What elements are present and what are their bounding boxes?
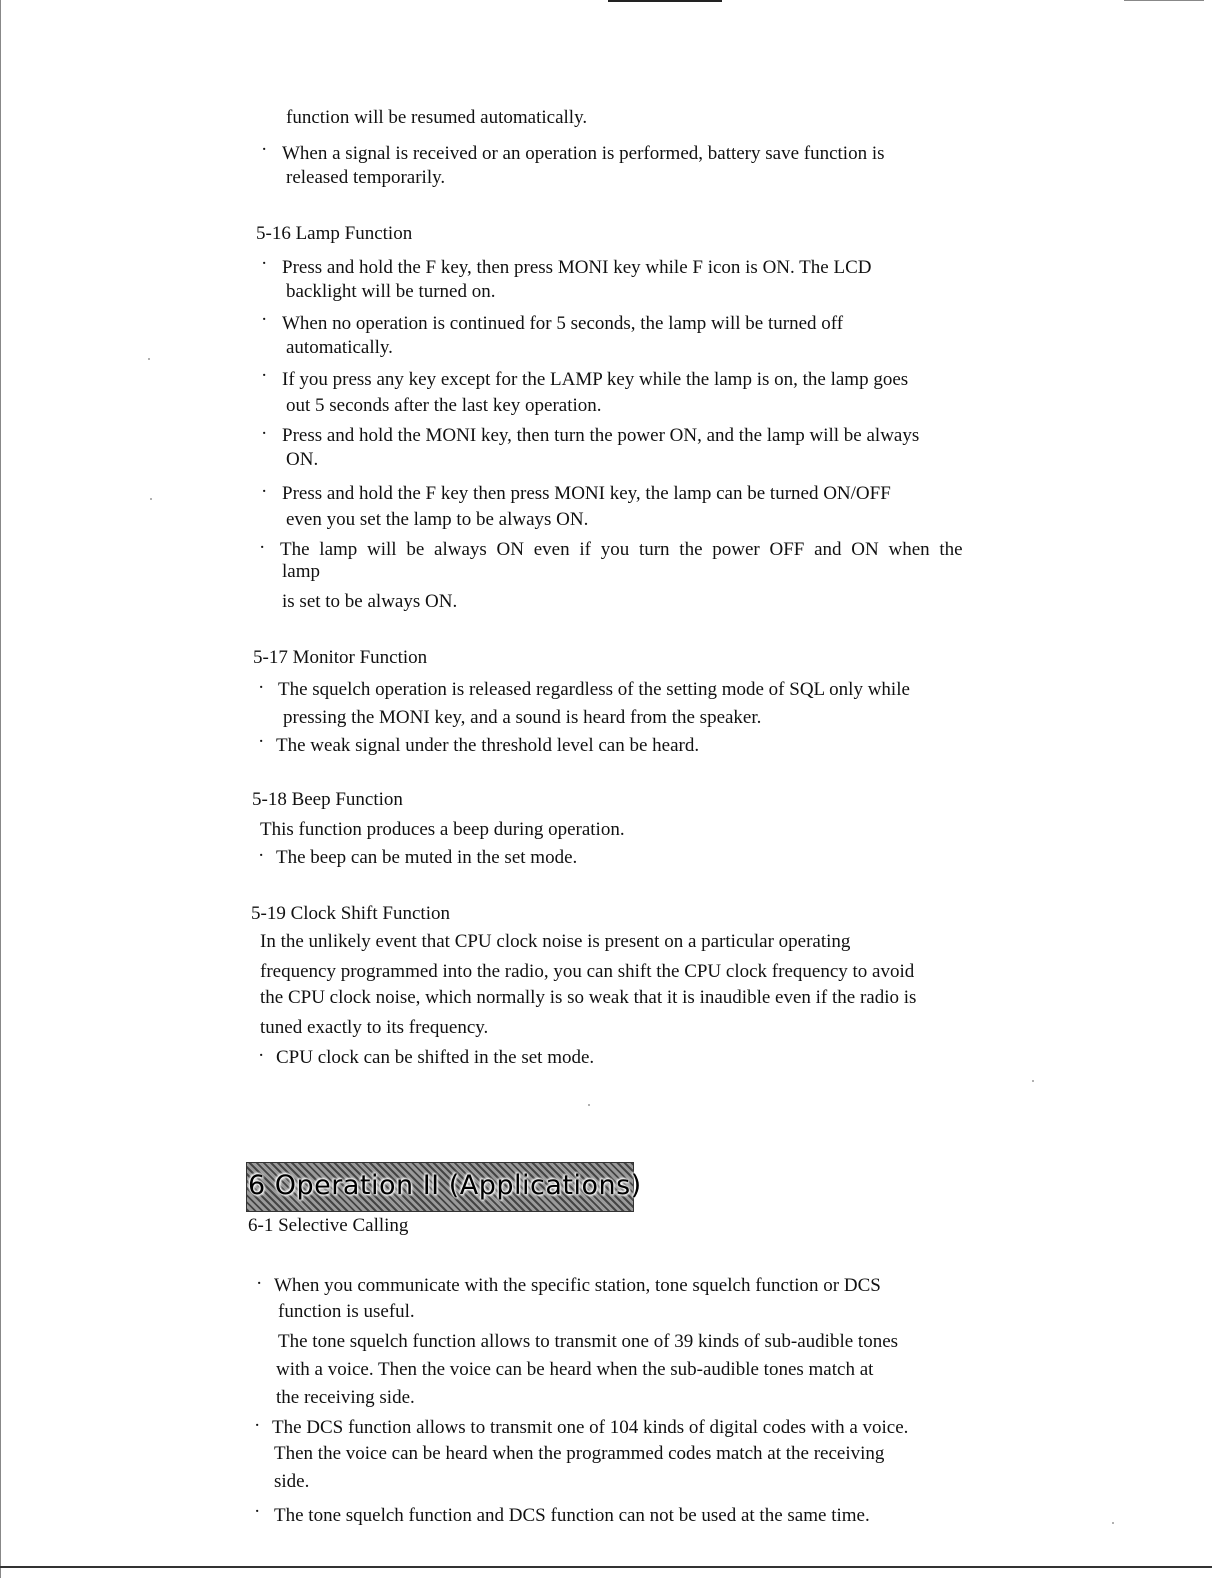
bullet-marker: · [261, 139, 268, 160]
scan-speck [1112, 1522, 1114, 1524]
bullet-marker: · [261, 423, 268, 444]
bullet-text: ON. [286, 449, 319, 470]
bullet-marker: · [261, 365, 268, 386]
top-right-rule [1124, 0, 1204, 1]
bullet-text: side. [274, 1471, 310, 1492]
bullet-marker: · [254, 1415, 261, 1436]
bullet-text: Press and hold the F key then press MONI key, the lamp can be turned ON/OFF [282, 483, 891, 504]
bullet-marker: · [261, 481, 268, 502]
section-heading-beep: 5-18 Beep Function [252, 789, 403, 810]
bullet-marker: · [261, 253, 268, 274]
bullet-marker: · [258, 677, 265, 698]
bullet-text: When no operation is continued for 5 seconds, the lamp will be turned off [282, 313, 844, 334]
bullet-text: The lamp will be always ON even if you turn the power OFF and ON when the [280, 539, 963, 560]
bullet-text: pressing the MONI key, and a sound is heard from the speaker. [283, 707, 762, 728]
bullet-text: out 5 seconds after the last key operation. [286, 395, 602, 416]
paragraph-line: tuned exactly to its frequency. [260, 1017, 489, 1038]
bullet-text: When a signal is received or an operation is performed, battery save function is [282, 143, 885, 164]
page-edge [0, 0, 1, 1578]
paragraph-line: the CPU clock noise, which normally is so weak that it is inaudible even if the radio is [260, 987, 917, 1008]
bullet-text: When you communicate with the specific station, tone squelch function or DCS [274, 1275, 881, 1296]
bullet-text: Then the voice can be heard when the programmed codes match at the receiving [274, 1443, 885, 1464]
bullet-text: The beep can be muted in the set mode. [276, 847, 578, 868]
paragraph-line: frequency programmed into the radio, you can shift the CPU clock frequency to avoid [260, 961, 915, 982]
bullet-marker: · [258, 1045, 265, 1066]
scan-speck [588, 1104, 590, 1106]
bullet-text: with a voice. Then the voice can be heard when the sub-audible tones match at [276, 1359, 874, 1380]
section-heading-monitor: 5-17 Monitor Function [253, 647, 428, 668]
bullet-marker: · [256, 1273, 263, 1294]
section-heading-lamp: 5-16 Lamp Function [256, 223, 413, 244]
bullet-text: The tone squelch function allows to transmit one of 39 kinds of sub-audible tones [278, 1331, 899, 1352]
paragraph-line: This function produces a beep during operation. [260, 819, 625, 840]
bullet-text: The DCS function allows to transmit one of 104 kinds of digital codes with a voice. [272, 1417, 909, 1438]
section-heading-clock: 5-19 Clock Shift Function [251, 903, 450, 924]
bullet-marker: · [261, 309, 268, 330]
bullet-text: even you set the lamp to be always ON. [286, 509, 589, 530]
bullet-text: lamp [282, 561, 320, 582]
bullet-text: function is useful. [278, 1301, 415, 1322]
bullet-text: If you press any key except for the LAMP key while the lamp is on, the lamp goes [282, 369, 909, 390]
bullet-text: the receiving side. [276, 1387, 415, 1408]
scan-speck [1032, 1080, 1034, 1082]
chapter-banner-title: 6 Operation II (Applications) [248, 1170, 642, 1201]
bullet-text: The tone squelch function and DCS function can not be used at the same time. [274, 1505, 870, 1526]
bullet-marker: · [254, 1501, 261, 1522]
bullet-text: Press and hold the MONI key, then turn the power ON, and the lamp will be always [282, 425, 920, 446]
bullet-text: CPU clock can be shifted in the set mode. [276, 1047, 595, 1068]
bullet-text: The weak signal under the threshold level can be heard. [276, 735, 700, 756]
scan-speck [150, 498, 152, 500]
paragraph-line: function will be resumed automatically. [286, 107, 588, 128]
top-rule [608, 0, 722, 2]
bullet-marker: · [258, 845, 265, 866]
bullet-text: released temporarily. [286, 167, 446, 188]
bullet-text: Press and hold the F key, then press MONI key while F icon is ON. The LCD [282, 257, 872, 278]
bullet-text: is set to be always ON. [282, 591, 458, 612]
paragraph-line: In the unlikely event that CPU clock noise is present on a particular operating [260, 931, 851, 952]
bullet-marker: · [258, 731, 265, 752]
bullet-text: The squelch operation is released regardless of the setting mode of SQL only while [278, 679, 910, 700]
bullet-text: backlight will be turned on. [286, 281, 496, 302]
bullet-text: automatically. [286, 337, 393, 358]
section-heading-selective: 6-1 Selective Calling [248, 1215, 409, 1236]
scan-speck [148, 358, 150, 360]
bullet-marker: · [259, 537, 266, 558]
bottom-rule [0, 1566, 1212, 1568]
